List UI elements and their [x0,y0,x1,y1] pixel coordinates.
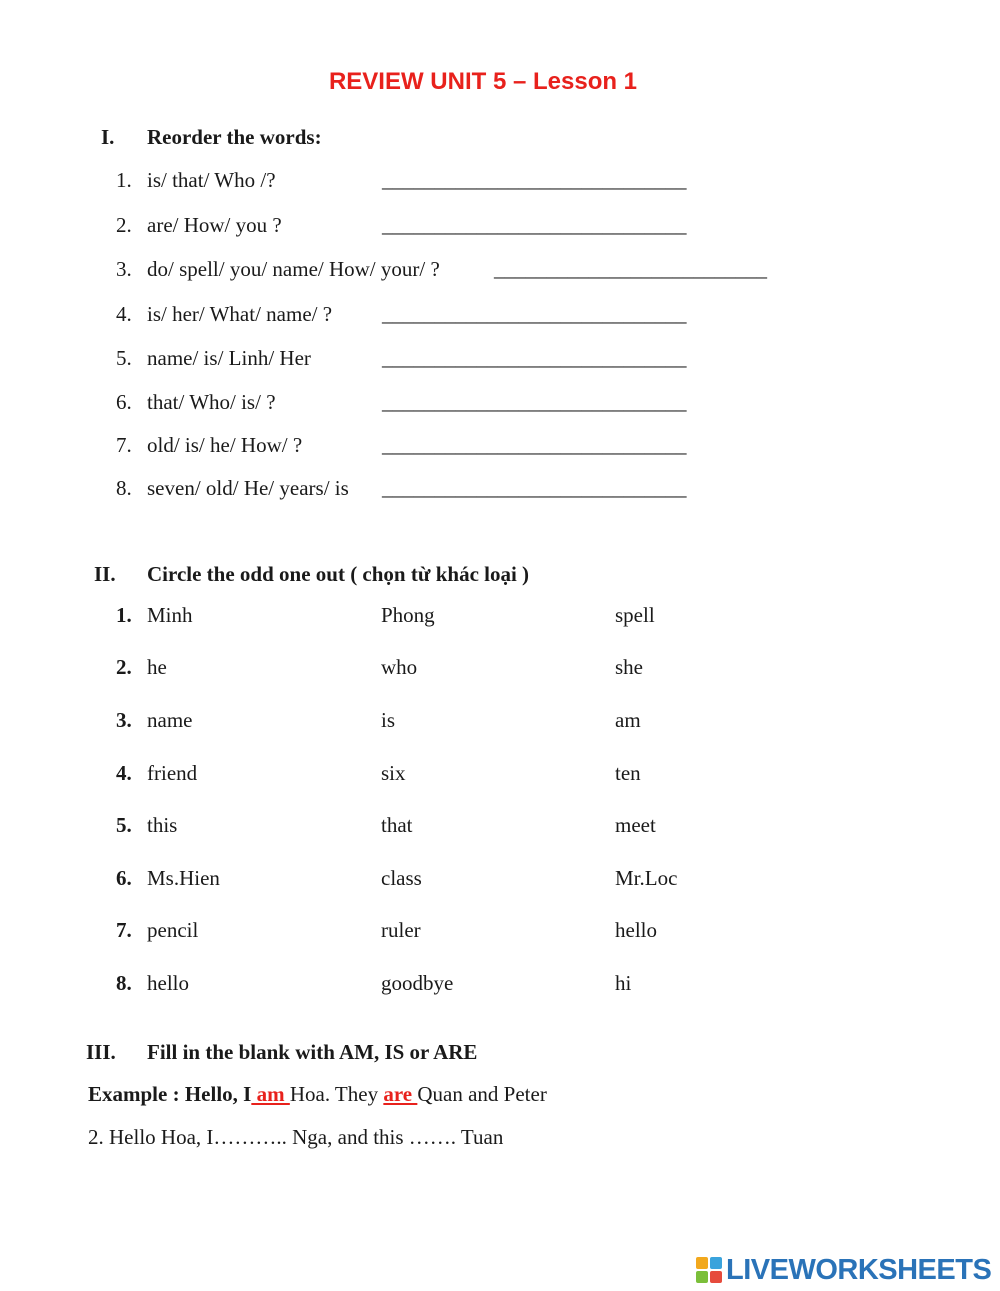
reorder-item-number: 4. [116,302,132,326]
reorder-item-words: is/ her/ What/ name/ ? [147,302,333,326]
section-2-number: II. [94,562,116,586]
odd-one-option-c[interactable]: meet [615,813,656,837]
odd-one-option-b[interactable]: goodbye [381,971,454,995]
odd-one-option-b[interactable]: six [381,761,406,785]
example-answer-are: are [383,1082,418,1106]
reorder-item-number: 1. [116,168,132,192]
odd-one-number: 4. [116,761,132,785]
odd-one-option-b[interactable]: that [381,813,413,837]
reorder-item-number: 5. [116,346,132,370]
reorder-item-words: are/ How/ you ? [147,213,282,237]
section-1-title: Reorder the words: [147,125,322,149]
reorder-answer-blank[interactable]: _____________________________ [382,213,687,237]
reorder-item-number: 8. [116,476,132,500]
odd-one-option-b[interactable]: Phong [381,603,435,627]
odd-one-number: 2. [116,655,132,679]
odd-one-option-c[interactable]: she [615,655,643,679]
odd-one-option-c[interactable]: am [615,708,641,732]
reorder-answer-blank[interactable]: _____________________________ [382,390,687,414]
reorder-answer-blank[interactable]: _____________________________ [382,433,687,457]
odd-one-number: 8. [116,971,132,995]
example-sentence [88,1082,547,1107]
odd-one-option-b[interactable]: ruler [381,918,421,942]
reorder-item-number: 2. [116,213,132,237]
example-prefix: Example : Hello, I [88,1082,252,1106]
reorder-answer-blank[interactable]: _____________________________ [382,168,687,192]
reorder-item-number: 7. [116,433,132,457]
page-title: REVIEW UNIT 5 – Lesson 1 [328,68,638,95]
reorder-item-words: that/ Who/ is/ ? [147,390,276,414]
reorder-item-words: is/ that/ Who /? [147,168,276,192]
odd-one-option-c[interactable]: hello [615,918,657,942]
odd-one-option-c[interactable]: spell [615,603,655,627]
odd-one-option-a[interactable]: friend [147,761,198,785]
reorder-item-words: seven/ old/ He/ years/ is [147,476,349,500]
reorder-item-words: name/ is/ Linh/ Her [147,346,311,370]
odd-one-option-c[interactable]: hi [615,971,632,995]
section-1-number: I. [101,125,115,149]
odd-one-option-c[interactable]: Mr.Loc [615,866,678,890]
odd-one-option-a[interactable]: Ms.Hien [147,866,220,890]
odd-one-option-a[interactable]: hello [147,971,189,995]
odd-one-number: 3. [116,708,132,732]
odd-one-option-a[interactable]: Minh [147,603,193,627]
reorder-item-words: do/ spell/ you/ name/ How/ your/ ? [147,257,440,281]
odd-one-option-a[interactable]: he [147,655,167,679]
odd-one-option-b[interactable]: is [381,708,396,732]
fill-question-2[interactable]: 2. Hello Hoa, I……….. Nga, and this ……. Tuan [88,1125,504,1149]
liveworksheets-logo-text: LIVEWORKSHEETS [726,1253,992,1286]
odd-one-option-b[interactable]: class [381,866,422,890]
odd-one-option-a[interactable]: this [147,813,178,837]
reorder-item-words: old/ is/ he/ How/ ? [147,433,303,457]
reorder-answer-blank[interactable]: _____________________________ [382,476,687,500]
section-2-title: Circle the odd one out ( chọn từ khác loại ) [147,562,530,586]
odd-one-option-a[interactable]: name [147,708,193,732]
odd-one-option-b[interactable]: who [381,655,418,679]
reorder-item-number: 3. [116,257,132,281]
example-answer-am: am [251,1082,290,1106]
liveworksheets-logo [696,1253,991,1287]
example-middle: Hoa. They [289,1082,384,1106]
odd-one-number: 6. [116,866,132,890]
odd-one-option-c[interactable]: ten [615,761,641,785]
reorder-answer-blank[interactable]: _____________________________ [382,302,687,326]
odd-one-number: 7. [116,918,132,942]
section-3-number: III. [86,1040,116,1064]
reorder-answer-blank[interactable]: __________________________ [494,257,767,281]
odd-one-number: 5. [116,813,132,837]
reorder-item-number: 6. [116,390,132,414]
odd-one-number: 1. [116,603,132,627]
section-3-title: Fill in the blank with AM, IS or ARE [147,1040,478,1064]
liveworksheets-logo-icon [696,1257,722,1283]
reorder-answer-blank[interactable]: _____________________________ [382,346,687,370]
odd-one-option-a[interactable]: pencil [147,918,199,942]
example-suffix: Quan and Peter [417,1082,547,1106]
